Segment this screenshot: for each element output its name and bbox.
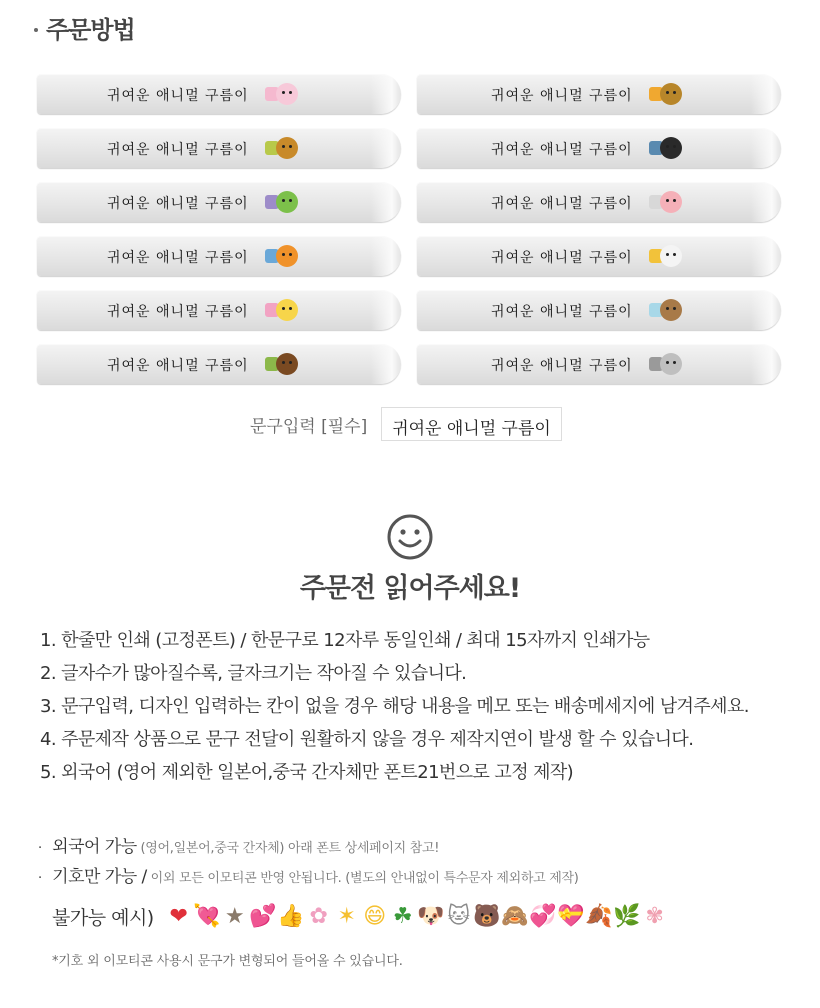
name-label-preview xyxy=(417,74,781,114)
notice-title: 주문전 읽어주세요! xyxy=(299,573,521,604)
note-bullet: · xyxy=(38,871,43,886)
label-preview-grid xyxy=(37,74,783,384)
chick-icon xyxy=(265,298,309,322)
text-input-field[interactable]: 귀여운 애니멀 구름이 xyxy=(381,407,562,441)
pig-icon xyxy=(649,190,693,214)
thumbs-up-icon: 👍 xyxy=(277,903,305,929)
two-hearts-icon: 💕 xyxy=(249,903,277,929)
heart-arrow-icon: 💘 xyxy=(193,903,221,929)
dog-icon xyxy=(649,298,693,322)
cherry-blossom-icon: ✿ xyxy=(309,903,328,929)
bear-icon xyxy=(265,352,309,376)
text-input-label: 문구입력 [필수] xyxy=(250,416,368,437)
forbidden-example-row xyxy=(52,903,670,930)
note-item xyxy=(38,865,579,895)
herb-icon: 🌿 xyxy=(613,903,641,929)
name-label-preview xyxy=(37,128,401,168)
name-label-preview xyxy=(417,236,781,276)
footnote: *기호 외 이모티콘 사용시 문구가 변형되어 들어올 수 있습니다. xyxy=(52,954,403,969)
note-bullet: · xyxy=(38,841,43,856)
cat-icon xyxy=(649,136,693,160)
label-text: 귀여운 애니멀 구름이 xyxy=(107,196,249,212)
name-label-preview xyxy=(417,128,781,168)
label-text: 귀여운 애니멀 구름이 xyxy=(491,304,633,320)
rule-item: 4. 주문제작 상품으로 문구 전달이 원활하지 않을 경우 제작지연이 발생 할 수 있습니다. xyxy=(40,729,694,750)
label-text: 귀여운 애니멀 구름이 xyxy=(107,142,249,158)
rule-item: 5. 외국어 (영어 제외한 일본어,중국 간자체만 폰트21번으로 고정 제작) xyxy=(40,762,574,783)
label-text: 귀여운 애니멀 구름이 xyxy=(107,358,249,374)
rule-item: 3. 문구입력, 디자인 입력하는 칸이 없을 경우 해당 내용을 메모 또는 배송메세지에 남겨주세요. xyxy=(40,696,749,717)
note-detail: (영어,일본어,중국 간자체) 아래 폰트 상세페이지 참고! xyxy=(136,841,440,856)
fox-icon xyxy=(265,244,309,268)
name-label-preview xyxy=(37,182,401,222)
note-item xyxy=(38,835,579,865)
cat-face-icon: 🐱 xyxy=(447,903,471,929)
heart-icon: ❤ xyxy=(169,903,188,929)
name-label-preview xyxy=(37,290,401,330)
mouse-icon xyxy=(649,352,693,376)
label-text: 귀여운 애니멀 구름이 xyxy=(491,88,633,104)
emoji-list xyxy=(166,904,670,930)
label-text: 귀여운 애니멀 구름이 xyxy=(107,88,249,104)
grin-face-icon: 😄 xyxy=(363,903,387,929)
rules-list xyxy=(40,628,749,793)
frog-icon xyxy=(265,190,309,214)
star-icon: ★ xyxy=(224,903,245,929)
rule-item: 2. 글자수가 많아질수록, 글자크기는 작아질 수 있습니다. xyxy=(40,663,467,684)
label-text: 귀여운 애니멀 구름이 xyxy=(491,358,633,374)
name-label-preview xyxy=(417,290,781,330)
section-title-text: 주문방법 xyxy=(46,16,135,44)
forbidden-example-label: 불가능 예시) xyxy=(52,907,154,929)
dog-face-icon: 🐶 xyxy=(417,903,445,929)
monkey-icon xyxy=(649,82,693,106)
rule-item: 1. 한줄만 인쇄 (고정폰트) / 한문구로 12자루 동일인쇄 / 최대 15자까지 인쇄가능 xyxy=(40,630,650,651)
daisy-icon: ✾ xyxy=(645,903,664,929)
label-text: 귀여운 애니멀 구름이 xyxy=(107,250,249,266)
name-label-preview xyxy=(37,344,401,384)
label-text: 귀여운 애니멀 구름이 xyxy=(491,250,633,266)
section-title xyxy=(34,10,135,45)
rabbit-icon xyxy=(265,82,309,106)
bear-face-icon: 🐻 xyxy=(473,903,501,929)
note-detail: 이외 모든 이모티콘 반영 안됩니다. (별도의 안내없이 특수문자 제외하고 제작) xyxy=(146,871,579,886)
lion-icon xyxy=(265,136,309,160)
name-label-preview xyxy=(417,344,781,384)
notes-list xyxy=(38,835,579,895)
heart-pair-icon: 💞 xyxy=(529,903,557,929)
name-label-preview xyxy=(37,236,401,276)
smiley-icon xyxy=(386,513,434,561)
leaves-icon: 🍂 xyxy=(585,903,613,929)
label-text: 귀여운 애니멀 구름이 xyxy=(491,196,633,212)
label-text: 귀여운 애니멀 구름이 xyxy=(491,142,633,158)
name-label-preview xyxy=(37,74,401,114)
monkey-face-icon: 🙈 xyxy=(501,903,529,929)
note-strong: 기호만 가능 / xyxy=(52,867,147,887)
label-text: 귀여운 애니멀 구름이 xyxy=(107,304,249,320)
bullet-dot xyxy=(34,28,38,32)
panda-icon xyxy=(649,244,693,268)
clover-icon: ☘ xyxy=(392,903,413,929)
note-strong: 외국어 가능 xyxy=(52,837,137,857)
heart-ribbon-icon: 💝 xyxy=(557,903,585,929)
glowing-star-icon: ✶ xyxy=(337,903,356,929)
text-input-row xyxy=(250,407,562,441)
name-label-preview xyxy=(417,182,781,222)
